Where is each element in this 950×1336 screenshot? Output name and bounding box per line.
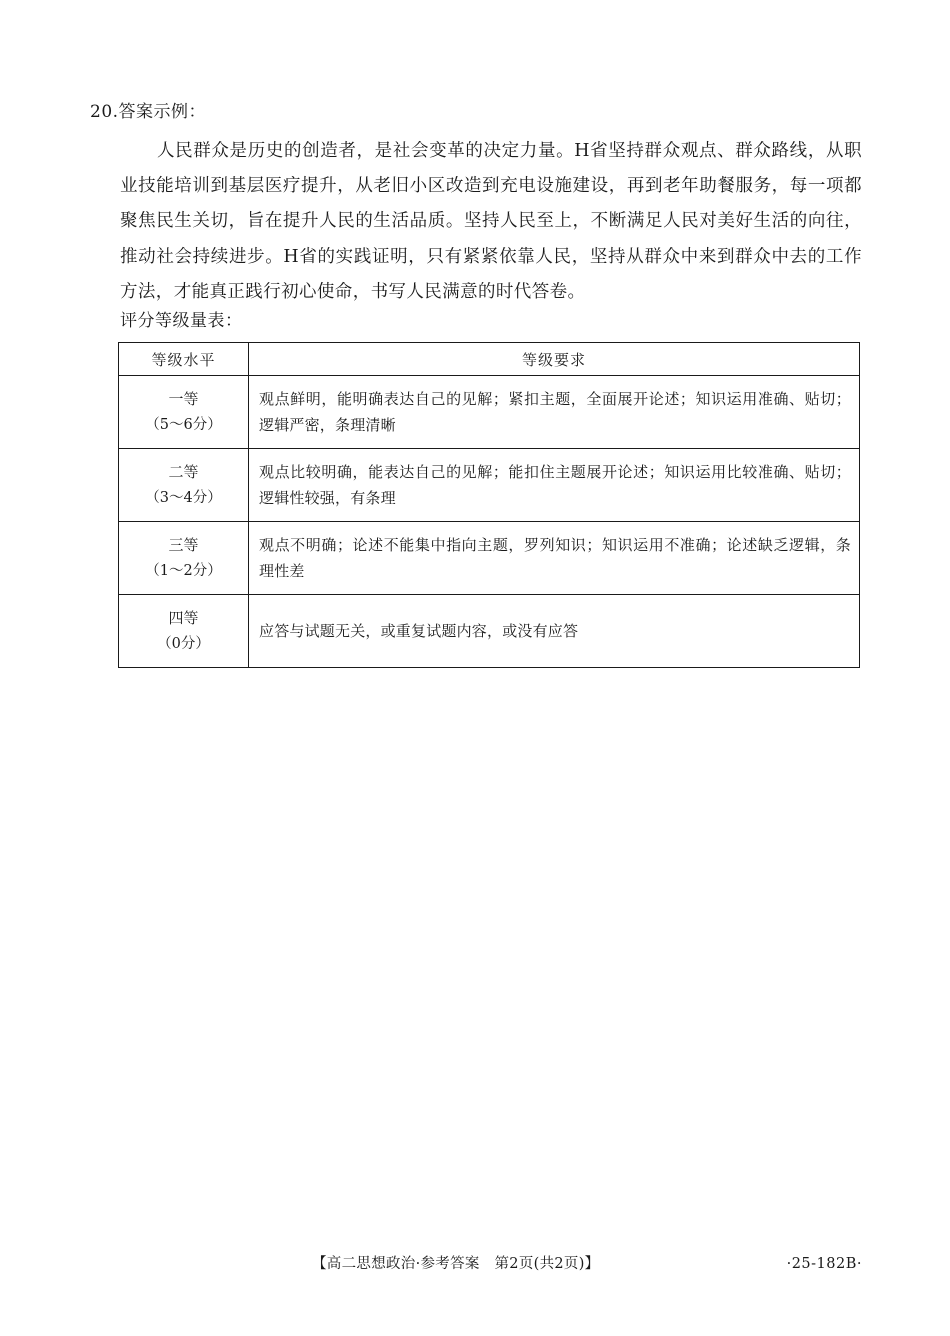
level-score: （3～4分） (145, 490, 222, 506)
level-score: （1～2分） (145, 563, 222, 579)
table-row (119, 522, 860, 595)
level-name: 三等 (168, 536, 199, 554)
footer-code: ·25-182B· (786, 1256, 862, 1272)
level-cell (119, 595, 249, 668)
page-footer (0, 1252, 950, 1276)
table-header-row (119, 343, 860, 376)
level-name: 二等 (168, 463, 199, 481)
level-cell (119, 449, 249, 522)
sample-answer-paragraph: 人民群众是历史的创造者，是社会变革的决定力量。H省坚持群众观点、群众路线，从职业技能培训到基层医疗提升，从老旧小区改造到充电设施建设，再到老年助餐服务，每一项都聚焦民生关切，旨在提升人民的生活品质。坚持人民至上，不断满足人民对美好生活的向往，推动社会持续进步。H省的实践证明，只有紧紧依靠人民，坚持从群众中来到群众中去的工作方法，才能真正践行初心使命，书写人民满意的时代答卷。 (120, 141, 862, 302)
header-requirement: 等级要求 (249, 343, 860, 376)
requirement-cell: 观点不明确；论述不能集中指向主题，罗列知识；知识运用不准确；论述缺乏逻辑，条理性差 (249, 522, 860, 595)
table-row (119, 595, 860, 668)
requirement-cell: 应答与试题无关，或重复试题内容，或没有应答 (249, 595, 860, 668)
grading-rubric-table (118, 342, 860, 668)
requirement-cell: 观点鲜明，能明确表达自己的见解；紧扣主题，全面展开论述；知识运用准确、贴切；逻辑严密，条理清晰 (249, 376, 860, 449)
table-row (119, 449, 860, 522)
level-cell (119, 522, 249, 595)
level-score: （5～6分） (145, 417, 222, 433)
rubric-title: 评分等级量表： (120, 311, 243, 331)
question-number-heading: 20.答案示例： (90, 102, 207, 122)
level-cell (119, 376, 249, 449)
requirement-cell: 观点比较明确，能表达自己的见解；能扣住主题展开论述；知识运用比较准确、贴切；逻辑性较强，有条理 (249, 449, 860, 522)
level-score: （0分） (157, 636, 210, 652)
header-level: 等级水平 (119, 343, 249, 376)
footer-title: 【高二思想政治·参考答案 第2页(共2页)】 (312, 1256, 600, 1272)
level-name: 一等 (168, 390, 199, 408)
table-row (119, 376, 860, 449)
level-name: 四等 (168, 609, 199, 627)
